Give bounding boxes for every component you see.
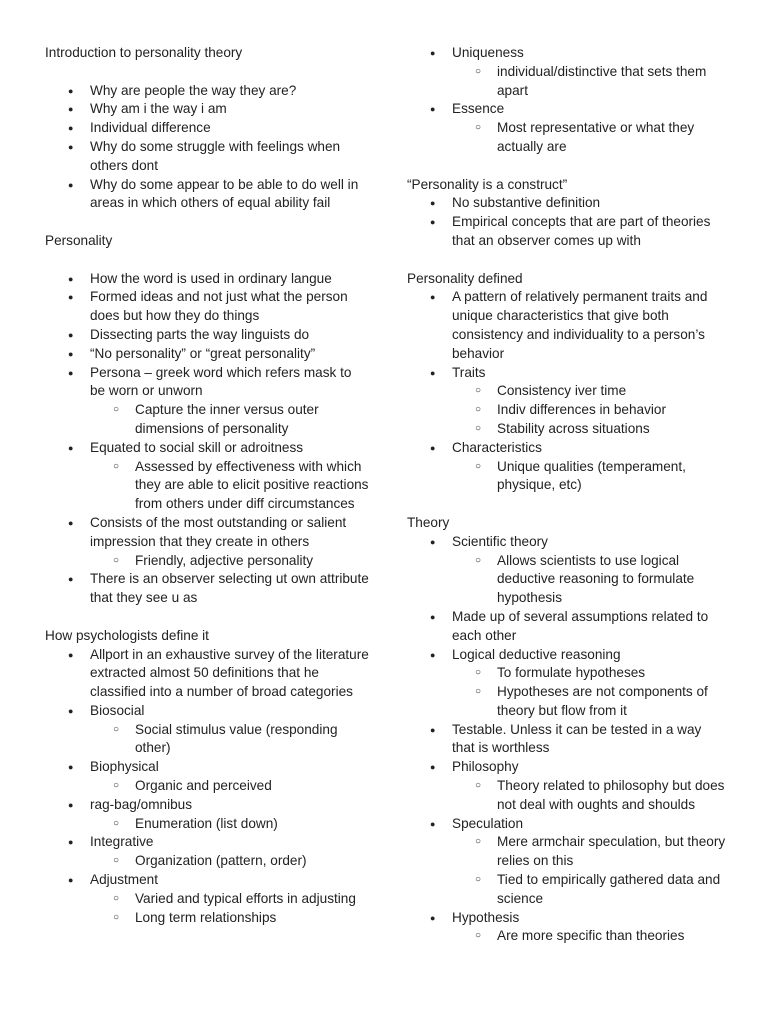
sub-bullet-list bbox=[90, 401, 370, 439]
spacer bbox=[45, 213, 370, 232]
sub-list-item: ○ Long term relationships bbox=[90, 909, 370, 928]
sub-list-item: ○ Enumeration (list down) bbox=[90, 815, 370, 834]
list-item-text: Adjustment bbox=[90, 872, 159, 888]
sub-bullet-list bbox=[452, 63, 727, 101]
bullet-list bbox=[407, 288, 727, 495]
list-item bbox=[45, 364, 370, 439]
spacer bbox=[407, 251, 727, 270]
section-heading: Personality defined bbox=[407, 270, 523, 286]
list-item-text: rag-bag/omnibus bbox=[90, 796, 193, 812]
section-personality-is-a-construct bbox=[407, 176, 727, 270]
list-item bbox=[45, 570, 370, 608]
list-item-text: Why do some appear to be able to do well in areas in which others of equal ability fail bbox=[90, 176, 359, 211]
sub-bullet-list bbox=[452, 552, 727, 608]
list-item-text: Scientific theory bbox=[452, 533, 548, 549]
list-item-text: Consists of the most outstanding or salient impression that they create in others bbox=[90, 514, 347, 549]
list-item bbox=[45, 119, 370, 138]
sub-list-item: ○ individual/distinctive that sets them apart bbox=[452, 63, 727, 101]
list-item-text: Essence bbox=[452, 101, 505, 117]
sub-bullet-list bbox=[90, 890, 370, 928]
section-theory bbox=[407, 514, 727, 946]
list-item bbox=[45, 288, 370, 326]
right-column bbox=[407, 44, 727, 946]
spacer bbox=[45, 63, 370, 82]
spacer bbox=[45, 251, 370, 270]
list-item bbox=[45, 833, 370, 871]
list-item-text: Integrative bbox=[90, 834, 154, 850]
section-heading: How psychologists define it bbox=[45, 627, 209, 643]
list-item-text: Uniqueness bbox=[452, 45, 524, 60]
list-item-text: Biophysical bbox=[90, 759, 159, 775]
list-item-text: Philosophy bbox=[452, 759, 519, 775]
sub-bullet-list bbox=[452, 777, 727, 815]
sub-bullet-list bbox=[90, 458, 370, 514]
list-item bbox=[45, 326, 370, 345]
list-item bbox=[407, 533, 727, 608]
sub-bullet-list bbox=[452, 664, 727, 720]
list-item bbox=[45, 439, 370, 514]
sub-bullet-list bbox=[90, 552, 370, 571]
bullet-list bbox=[407, 44, 727, 157]
list-item bbox=[407, 194, 727, 213]
section-heading: “Personality is a construct” bbox=[407, 176, 568, 192]
list-item-text: Made up of several assumptions related to each other bbox=[452, 608, 709, 643]
sub-list-item: ○ Unique qualities (temperament, physique, etc) bbox=[452, 458, 727, 496]
list-item-text: Why am i the way i am bbox=[90, 101, 227, 117]
sub-bullet-list bbox=[452, 458, 727, 496]
sub-list-item: ○ Most representative or what they actually are bbox=[452, 119, 727, 157]
list-item-text: “No personality” or “great personality” bbox=[90, 345, 316, 361]
sub-list-item: ○ Indiv differences in behavior bbox=[452, 401, 727, 420]
spacer bbox=[45, 608, 370, 627]
list-item bbox=[45, 514, 370, 570]
sub-list-item: ○ Organization (pattern, order) bbox=[90, 852, 370, 871]
sub-list-item: ○ Are more specific than theories bbox=[452, 927, 727, 946]
list-item-text: Hypothesis bbox=[452, 909, 520, 925]
list-item-text: Persona – greek word which refers mask to be worn or unworn bbox=[90, 364, 352, 399]
section-heading: Theory bbox=[407, 514, 450, 530]
list-item-text: A pattern of relatively permanent traits and unique characteristics that give both consistency and individuality to a person’s behavior bbox=[452, 289, 708, 361]
section-personality bbox=[45, 232, 370, 627]
list-item bbox=[407, 364, 727, 439]
list-item bbox=[45, 138, 370, 176]
spacer bbox=[407, 495, 727, 514]
list-item-text: Speculation bbox=[452, 815, 524, 831]
sub-bullet-list bbox=[90, 852, 370, 871]
list-item-text: Why do some struggle with feelings when others dont bbox=[90, 138, 341, 173]
bullet-list bbox=[45, 270, 370, 608]
sub-bullet-list bbox=[90, 721, 370, 759]
list-item bbox=[45, 796, 370, 834]
sub-list-item: ○ Social stimulus value (responding other) bbox=[90, 721, 370, 759]
sub-list-item: ○ Tied to empirically gathered data and science bbox=[452, 871, 727, 909]
list-item-text: Why are people the way they are? bbox=[90, 82, 297, 98]
left-column bbox=[45, 44, 370, 927]
section-personality-defined bbox=[407, 270, 727, 514]
list-item-text: Individual difference bbox=[90, 120, 211, 136]
list-item bbox=[407, 758, 727, 814]
sub-bullet-list bbox=[90, 777, 370, 796]
list-item bbox=[407, 909, 727, 947]
sub-list-item: ○ Capture the inner versus outer dimensions of personality bbox=[90, 401, 370, 439]
list-item bbox=[407, 213, 727, 251]
sub-bullet-list bbox=[452, 833, 727, 908]
list-item-text: Traits bbox=[452, 364, 486, 380]
section-introduction-to-personality-theory bbox=[45, 44, 370, 232]
list-item bbox=[45, 758, 370, 796]
list-item bbox=[407, 439, 727, 495]
list-item-text: Formed ideas and not just what the person does but how they do things bbox=[90, 289, 348, 324]
sub-list-item: ○ Organic and perceived bbox=[90, 777, 370, 796]
section-how-psychologists-define-it bbox=[45, 627, 370, 928]
bullet-list bbox=[407, 533, 727, 947]
bullet-list bbox=[45, 646, 370, 928]
list-item-text: Logical deductive reasoning bbox=[452, 646, 621, 662]
list-item bbox=[407, 646, 727, 721]
sub-list-item: ○ To formulate hypotheses bbox=[452, 664, 727, 683]
sub-list-item: ○ Theory related to philosophy but does not deal with oughts and shoulds bbox=[452, 777, 727, 815]
list-item bbox=[45, 702, 370, 758]
sub-list-item: ○ Hypotheses are not components of theory but flow from it bbox=[452, 683, 727, 721]
sub-list-item: ○ Consistency iver time bbox=[452, 382, 727, 401]
list-item-text: Characteristics bbox=[452, 439, 542, 455]
list-item bbox=[45, 345, 370, 364]
section-heading: Personality bbox=[45, 232, 113, 248]
list-item bbox=[407, 721, 727, 759]
spacer bbox=[407, 157, 727, 176]
list-item bbox=[407, 100, 727, 156]
list-item-text: Empirical concepts that are part of theories that an observer comes up with bbox=[452, 214, 711, 248]
list-item bbox=[45, 270, 370, 289]
list-item bbox=[45, 82, 370, 101]
list-item-text: How the word is used in ordinary langue bbox=[90, 270, 332, 286]
list-item bbox=[407, 608, 727, 646]
sub-list-item: ○ Friendly, adjective personality bbox=[90, 552, 370, 571]
sub-bullet-list bbox=[452, 382, 727, 438]
sub-bullet-list bbox=[452, 927, 727, 946]
list-item-text: There is an observer selecting ut own attribute that they see u as bbox=[90, 571, 369, 606]
list-item-text: Biosocial bbox=[90, 702, 145, 718]
list-item-text: Dissecting parts the way linguists do bbox=[90, 326, 310, 342]
list-item bbox=[45, 176, 370, 214]
sub-list-item: ○ Assessed by effectiveness with which they are able to elicit positive reactions from others under diff circumstances bbox=[90, 458, 370, 514]
list-item bbox=[407, 44, 727, 100]
list-item bbox=[407, 815, 727, 909]
sub-list-item: ○ Varied and typical efforts in adjusting bbox=[90, 890, 370, 909]
sub-bullet-list bbox=[452, 119, 727, 157]
sub-bullet-list bbox=[90, 815, 370, 834]
list-item bbox=[45, 100, 370, 119]
list-item-text: Allport in an exhaustive survey of the literature extracted almost 50 definitions that he classified into a number of broad categories bbox=[90, 646, 369, 700]
sub-list-item: ○ Allows scientists to use logical deductive reasoning to formulate hypothesis bbox=[452, 552, 727, 608]
sub-list-item: ○ Stability across situations bbox=[452, 420, 727, 439]
sub-list-item: ○ Mere armchair speculation, but theory relies on this bbox=[452, 833, 727, 871]
section-untitled bbox=[407, 44, 727, 176]
section-heading: Introduction to personality theory bbox=[45, 45, 243, 60]
list-item bbox=[407, 288, 727, 363]
list-item-text: No substantive definition bbox=[452, 195, 601, 211]
list-item-text: Testable. Unless it can be tested in a way that is worthless bbox=[452, 721, 702, 756]
bullet-list bbox=[45, 82, 370, 214]
list-item bbox=[45, 871, 370, 927]
bullet-list bbox=[407, 194, 727, 250]
list-item-text: Equated to social skill or adroitness bbox=[90, 439, 304, 455]
list-item bbox=[45, 646, 370, 702]
